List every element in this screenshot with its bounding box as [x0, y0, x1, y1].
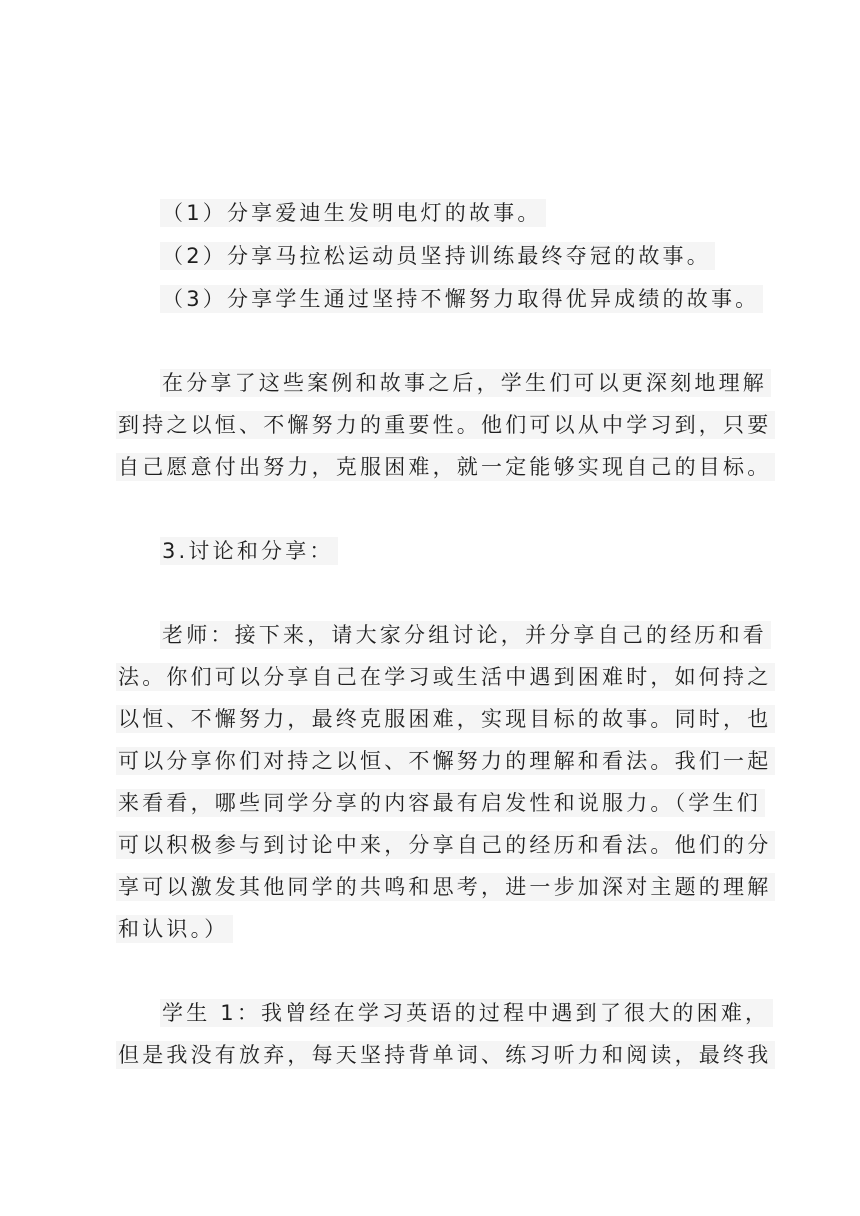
paragraph-line: 到持之以恒、不懈努力的重要性。他们可以从中学习到，只要 [116, 411, 775, 439]
paragraph-line: 法。你们可以分享自己在学习或生活中遇到困难时，如何持之 [116, 663, 775, 691]
paragraph-line: 学生 1：我曾经在学习英语的过程中遇到了很大的困难， [160, 999, 773, 1027]
paragraph-line: 和认识。） [116, 915, 233, 943]
paragraph-line: 可以分享你们对持之以恒、不懈努力的理解和看法。我们一起 [116, 747, 775, 775]
paragraph-line: 在分享了这些案例和故事之后，学生们可以更深刻地理解 [160, 369, 771, 397]
list-item-1: （1）分享爱迪生发明电灯的故事。 [160, 199, 546, 227]
section-heading: 3.讨论和分享： [160, 537, 338, 565]
paragraph-line: 来看看，哪些同学分享的内容最有启发性和说服力。（学生们 [116, 789, 765, 817]
list-item-3: （3）分享学生通过坚持不懈努力取得优异成绩的故事。 [160, 285, 763, 313]
paragraph-line: 但是我没有放弃，每天坚持背单词、练习听力和阅读，最终我 [116, 1041, 775, 1069]
paragraph-line: 以恒、不懈努力，最终克服困难，实现目标的故事。同时，也 [116, 705, 775, 733]
list-item-2: （2）分享马拉松运动员坚持训练最终夺冠的故事。 [160, 242, 715, 270]
paragraph-line: 可以积极参与到讨论中来，分享自己的经历和看法。他们的分 [116, 831, 775, 859]
paragraph-line: 享可以激发其他同学的共鸣和思考，进一步加深对主题的理解 [116, 873, 775, 901]
paragraph-line: 自己愿意付出努力，克服困难，就一定能够实现自己的目标。 [116, 453, 775, 481]
paragraph-line: 老师：接下来，请大家分组讨论，并分享自己的经历和看 [160, 621, 771, 649]
